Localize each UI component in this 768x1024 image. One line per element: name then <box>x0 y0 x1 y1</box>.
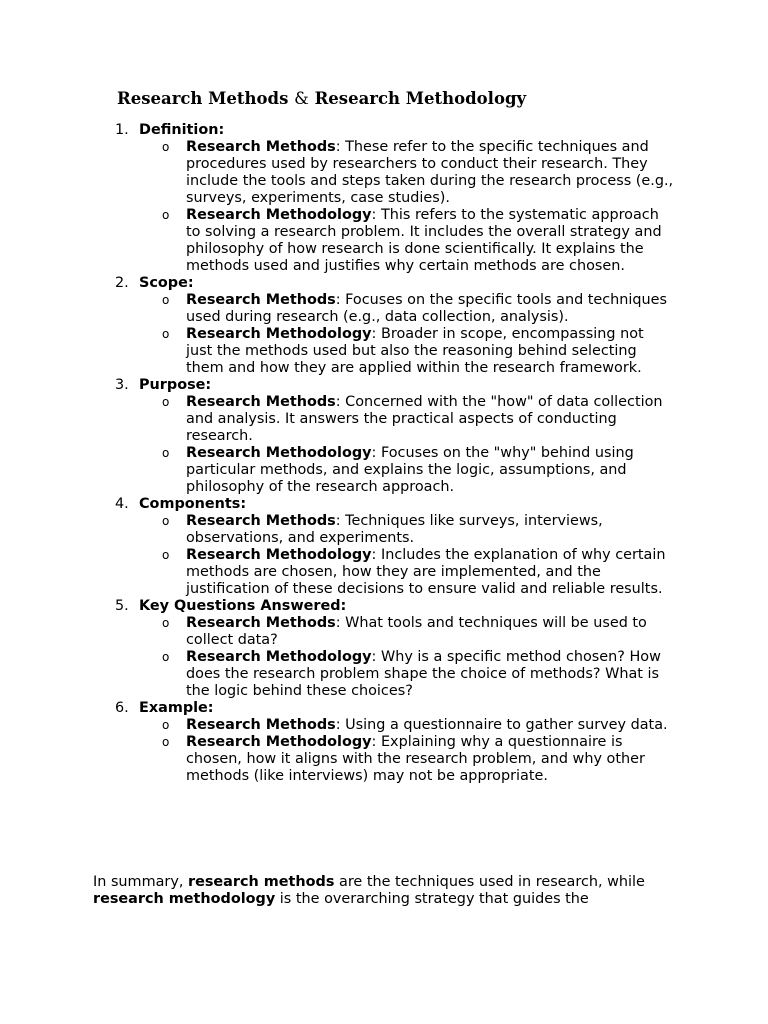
section-heading <box>115 598 699 615</box>
section-heading-label: Components: <box>139 496 247 512</box>
point-text: : Explaining why a questionnaire is chosen, how it aligns with the research problem, and why other methods (like interviews) may not be appropriate. <box>186 734 645 784</box>
section-heading-label: Key Questions Answered: <box>139 598 347 614</box>
point-term: Research Methodology <box>186 326 372 342</box>
section-number: 1. <box>115 122 129 138</box>
point-term: Research Methodology <box>186 207 372 223</box>
section-components <box>115 496 699 598</box>
bullet-marker: o <box>162 548 170 562</box>
bullet-marker: o <box>162 735 170 749</box>
point-research-methodology <box>139 445 674 496</box>
point-research-methods <box>139 292 674 326</box>
document-title <box>117 88 526 110</box>
section-points <box>139 717 699 785</box>
section-heading-label: Purpose: <box>139 377 212 393</box>
section-number: 2. <box>115 275 129 291</box>
section-heading-label: Example: <box>139 700 214 716</box>
point-research-methods <box>139 615 674 649</box>
bullet-marker: o <box>162 616 170 630</box>
point-research-methods <box>139 717 674 734</box>
summary-term-methodology: research methodology <box>93 891 276 907</box>
section-number: 4. <box>115 496 129 512</box>
summary-paragraph <box>93 874 683 908</box>
section-points <box>139 139 699 275</box>
point-text: : This refers to the systematic approach to solving a research problem. It includes the overall strategy and philosophy of how research is done scientifically. It explains the methods used and justifies why certain methods are chosen. <box>186 207 662 274</box>
section-points <box>139 394 699 496</box>
point-text: : Focuses on the "why" behind using particular methods, and explains the logic, assumptions, and philosophy of the research approach. <box>186 445 634 495</box>
bullet-marker: o <box>162 395 170 409</box>
section-definition <box>115 122 699 275</box>
section-points <box>139 615 699 700</box>
section-key-questions <box>115 598 699 700</box>
summary-middle: are the techniques used in research, while <box>334 874 645 890</box>
point-term: Research Methods <box>186 139 336 155</box>
bullet-marker: o <box>162 208 170 222</box>
section-scope <box>115 275 699 377</box>
point-term: Research Methodology <box>186 734 372 750</box>
summary-suffix: is the overarching strategy that guides the <box>275 891 589 907</box>
summary-prefix: In summary, <box>93 874 188 890</box>
bullet-marker: o <box>162 514 170 528</box>
point-term: Research Methods <box>186 615 336 631</box>
point-research-methodology <box>139 326 674 377</box>
comparison-list <box>115 122 699 785</box>
bullet-marker: o <box>162 446 170 460</box>
bullet-marker: o <box>162 327 170 341</box>
point-term: Research Methods <box>186 513 336 529</box>
point-term: Research Methods <box>186 717 336 733</box>
section-points <box>139 513 699 598</box>
section-heading-label: Definition: <box>139 122 225 138</box>
point-text: : Includes the explanation of why certain methods are chosen, how they are implemented, and the justification of these decisions to ensure valid and reliable results. <box>186 547 666 597</box>
section-heading <box>115 275 699 292</box>
point-text: : Broader in scope, encompassing not just the methods used but also the reasoning behind selecting them and how they are applied within the research framework. <box>186 326 644 376</box>
section-points <box>139 292 699 377</box>
bullet-marker: o <box>162 718 170 732</box>
point-research-methodology <box>139 207 674 275</box>
section-number: 3. <box>115 377 129 393</box>
point-research-methods <box>139 394 674 445</box>
bullet-marker: o <box>162 293 170 307</box>
point-text: : These refer to the specific techniques and procedures used by researchers to conduct their research. They include the tools and steps taken during the research process (e.g., surveys, experiments, case studies). <box>186 139 674 206</box>
summary-term-methods: research methods <box>188 874 335 890</box>
point-research-methodology <box>139 547 674 598</box>
point-research-methodology <box>139 649 674 700</box>
section-heading <box>115 122 699 139</box>
section-number: 6. <box>115 700 129 716</box>
point-text: : Focuses on the specific tools and techniques used during research (e.g., data collection, analysis). <box>186 292 668 325</box>
bullet-marker: o <box>162 650 170 664</box>
point-text: : Using a questionnaire to gather survey data. <box>335 717 668 733</box>
point-term: Research Methodology <box>186 547 372 563</box>
point-term: Research Methods <box>186 394 336 410</box>
point-text: : Techniques like surveys, interviews, observations, and experiments. <box>186 513 603 546</box>
bullet-marker: o <box>162 140 170 154</box>
section-heading <box>115 377 699 394</box>
title-part-methods: Research Methods <box>117 89 289 108</box>
point-research-methodology <box>139 734 674 785</box>
point-text: : Concerned with the "how" of data collection and analysis. It answers the practical aspects of conducting research. <box>186 394 663 444</box>
point-term: Research Methodology <box>186 649 372 665</box>
title-ampersand: & <box>294 89 309 108</box>
section-heading <box>115 496 699 513</box>
title-part-methodology: Research Methodology <box>314 89 527 108</box>
section-heading <box>115 700 699 717</box>
point-research-methods <box>139 513 674 547</box>
point-term: Research Methodology <box>186 445 372 461</box>
point-term: Research Methods <box>186 292 336 308</box>
section-number: 5. <box>115 598 129 614</box>
section-purpose <box>115 377 699 496</box>
section-example <box>115 700 699 785</box>
section-heading-label: Scope: <box>139 275 194 291</box>
point-text: : What tools and techniques will be used to collect data? <box>186 615 647 648</box>
point-research-methods <box>139 139 674 207</box>
point-text: : Why is a specific method chosen? How does the research problem shape the choice of methods? What is the logic behind these choices? <box>186 649 661 699</box>
